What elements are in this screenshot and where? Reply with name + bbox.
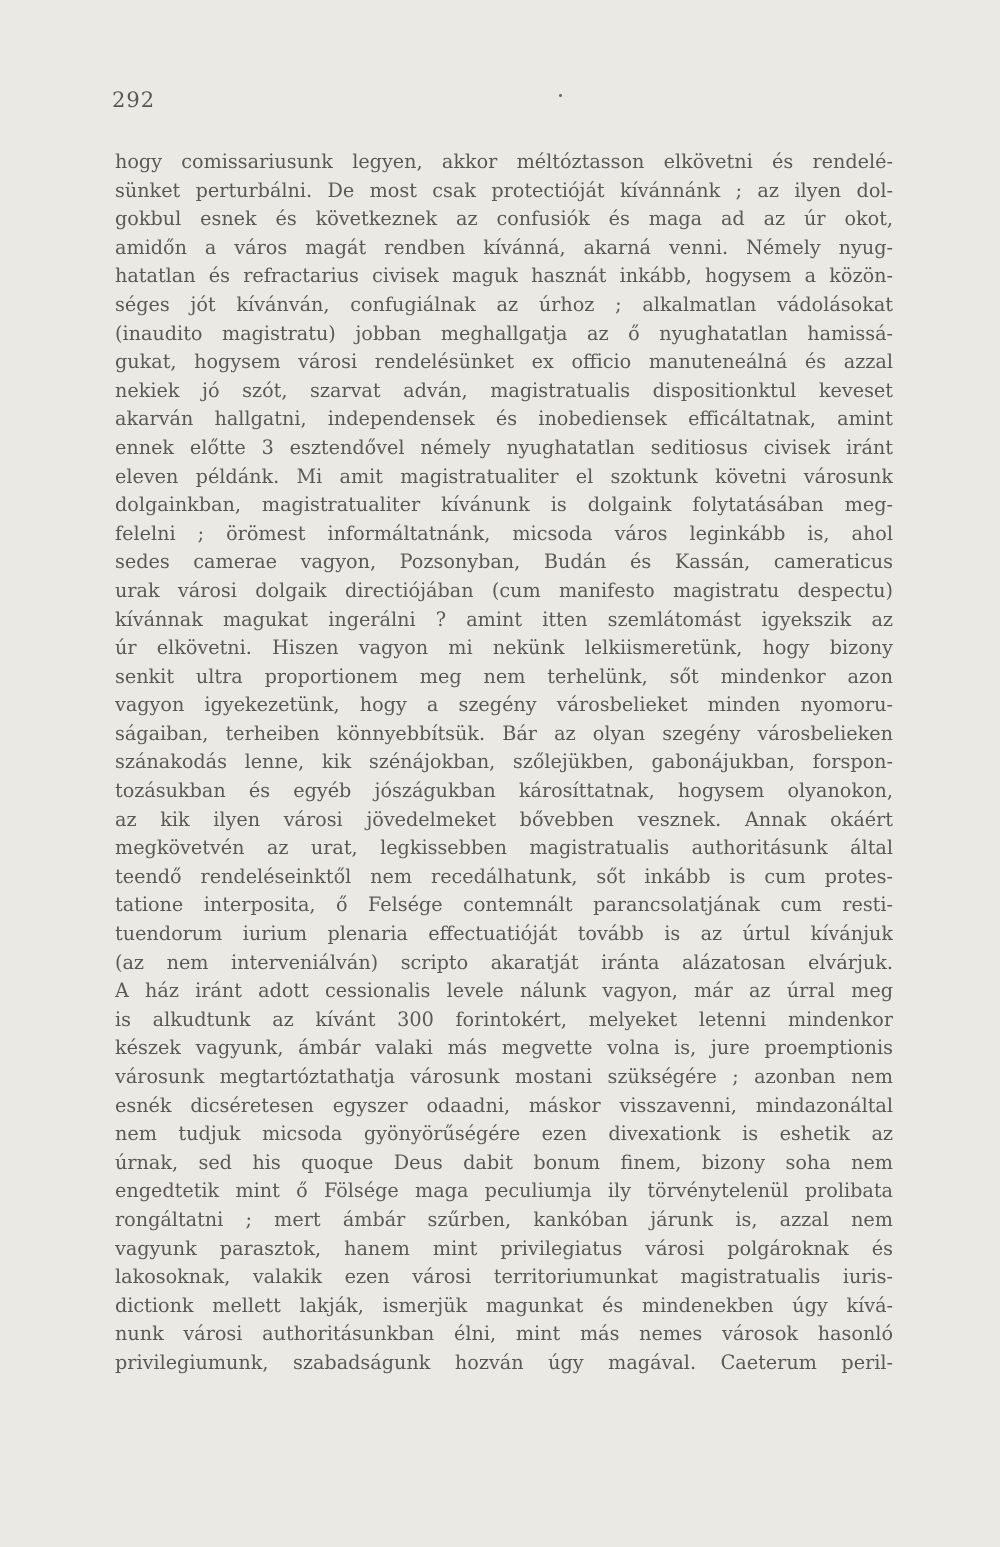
text-line: A ház iránt adott cessionalis levele nálunk vagyon, már az úrral meg xyxy=(115,979,893,1003)
body-text xyxy=(115,148,893,1378)
text-line: nunk városi authoritásunkban élni, mint más nemes városok hasonló xyxy=(115,1322,893,1346)
text-line: senkit ultra proportionem meg nem terhelünk, sőt mindenkor azon xyxy=(115,664,893,688)
page-number: 292 xyxy=(112,88,156,112)
text-line: engedtetik mint ő Fölsége maga peculiumja ily törvénytelenül prolibata xyxy=(115,1179,893,1203)
text-line: hatatlan és refractarius civisek maguk hasznát inkább, hogysem a közön- xyxy=(115,264,893,288)
print-speck xyxy=(559,94,562,97)
text-line: vagyunk parasztok, hanem mint privilegiatus városi polgároknak és xyxy=(115,1236,893,1260)
text-line: dolgainkban, magistratualiter kívánunk is dolgaink folytatásában meg- xyxy=(115,493,893,517)
text-line: rongáltatni ; mert ámbár szűrben, kankóban járunk is, azzal nem xyxy=(115,1207,893,1231)
text-line: úr elkövetni. Hiszen vagyon mi nekünk lelkiismeretünk, hogy bizony xyxy=(115,636,893,660)
text-line: úrnak, sed his quoque Deus dabit bonum finem, bizony soha nem xyxy=(115,1150,893,1174)
text-line: felelni ; örömest informáltatnánk, micsoda város leginkább is, ahol xyxy=(115,521,893,545)
text-line: akarván hallgatni, independensek és inobediensek efficáltatnak, amint xyxy=(115,407,893,431)
text-line: tuendorum iurium plenaria effectuatióját tovább is az úrtul kívánjuk xyxy=(115,922,893,946)
text-line: megkövetvén az urat, legkissebben magistratualis authoritásunk által xyxy=(115,836,893,860)
text-line: készek vagyunk, ámbár valaki más megvette volna is, jure proemptionis xyxy=(115,1036,893,1060)
text-line: amidőn a város magát rendben kívánná, akarná venni. Némely nyug- xyxy=(115,235,893,259)
text-line: városunk megtartóztathatja városunk mostani szükségére ; azonban nem xyxy=(115,1065,893,1088)
text-line: gukat, hogysem városi rendelésünket ex officio manuteneálná és azzal xyxy=(115,350,893,374)
text-line: szánakodás lenne, kik szénájokban, szőlejükben, gabonájukban, forspon- xyxy=(115,750,893,774)
text-line: lakosoknak, valakik ezen városi territoriumunkat magistratualis iuris- xyxy=(115,1265,893,1289)
text-line: sünket perturbálni. De most csak protectióját kívánnánk ; az ilyen dol- xyxy=(115,178,893,202)
text-line: is alkudtunk az kívánt 300 forintokért, melyeket letenni mindenkor xyxy=(115,1007,893,1031)
text-line: hogy comissariusunk legyen, akkor méltóztasson elkövetni és rendelé- xyxy=(115,150,893,173)
text-line: esnék dicséretesen egyszer odaadni, máskor visszavenni, mindazonáltal xyxy=(115,1093,893,1117)
text-line: gokbul esnek és következnek az confusiók és maga ad az úr okot, xyxy=(115,207,893,231)
text-line: teendő rendeléseinktől nem recedálhatunk, sőt inkább is cum protes- xyxy=(115,864,893,888)
text-line: urak városi dolgaik directiójában (cum manifesto magistratu despectu) xyxy=(115,578,893,602)
text-line: az kik ilyen városi jövedelmeket bővebben vesznek. Annak okáért xyxy=(115,807,893,831)
text-line: ennek előtte 3 esztendővel némely nyughatatlan seditiosus civisek iránt xyxy=(115,435,893,459)
text-line: (inaudito magistratu) jobban meghallgatja az ő nyughatatlan hamissá- xyxy=(115,321,893,345)
text-line: eleven példánk. Mi amit magistratualiter el szoktunk követni városunk xyxy=(115,464,893,488)
text-line: privilegiumunk, szabadságunk hozván úgy magával. Caeterum peril- xyxy=(115,1350,893,1374)
text-line: séges jót kívánván, confugiálnak az úrhoz ; alkalmatlan vádolásokat xyxy=(115,292,893,316)
text-line: tozásukban és egyéb jószágukban károsíttatnak, hogysem olyanokon, xyxy=(115,779,893,803)
text-line: dictionk mellett lakják, ismerjük magunkat és mindenekben úgy kívá- xyxy=(115,1293,893,1317)
text-line: (az nem interveniálván) scripto akaratját iránta alázatosan elvárjuk. xyxy=(115,950,893,974)
text-line: sedes camerae vagyon, Pozsonyban, Budán és Kassán, cameraticus xyxy=(115,550,893,574)
text-line: nem tudjuk micsoda gyönyörűségére ezen divexationk is eshetik az xyxy=(115,1122,893,1146)
text-line: ságaiban, terheiben könnyebbítsük. Bár az olyan szegény városbelieken xyxy=(115,721,893,745)
text-line: kívánnak magukat ingerálni ? amint itten szemlátomást igyekszik az xyxy=(115,607,893,631)
text-line: vagyon igyekezetünk, hogy a szegény városbelieket minden nyomoru- xyxy=(115,693,893,717)
text-line: tatione interposita, ő Felsége contemnált parancsolatjának cum resti- xyxy=(115,893,893,917)
text-line: nekiek jó szót, szarvat adván, magistratualis dispositionktul keveset xyxy=(115,378,893,402)
